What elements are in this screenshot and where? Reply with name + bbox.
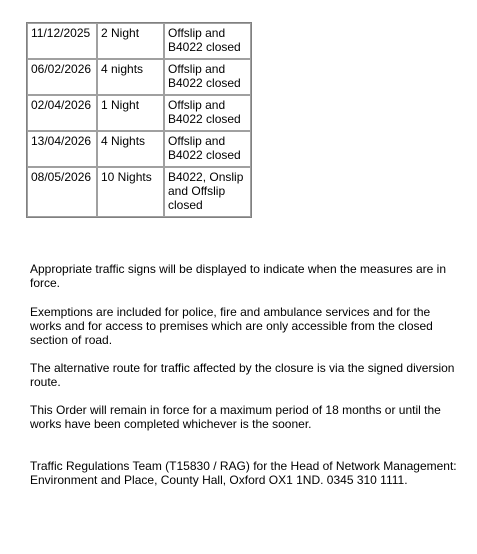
closure-detail: Offslip and B4022 closed <box>164 59 251 95</box>
table-row <box>27 95 251 131</box>
closure-date: 13/04/2026 <box>27 131 97 167</box>
closure-duration: 2 Night <box>97 23 164 59</box>
closure-duration: 4 Nights <box>97 131 164 167</box>
closure-duration: 10 Nights <box>97 167 164 217</box>
closure-duration: 1 Night <box>97 95 164 131</box>
table-row <box>27 167 251 217</box>
table-row <box>27 131 251 167</box>
closure-duration: 4 nights <box>97 59 164 95</box>
contact-paragraph: Traffic Regulations Team (T15830 / RAG) for the Head of Network Management: Environment and Place, County Hall, Oxford OX1 1ND. 0345 310 1111. <box>30 459 457 487</box>
table-row <box>27 23 251 59</box>
closure-detail: Offslip and B4022 closed <box>164 23 251 59</box>
exemptions-paragraph: Exemptions are included for police, fire and ambulance services and for the works and for access to premises which are only accessible from the closed section of road. <box>30 305 433 347</box>
closure-detail: Offslip and B4022 closed <box>164 131 251 167</box>
closure-schedule-table <box>26 22 252 218</box>
closure-detail: B4022, Onslip and Offslip closed <box>164 167 251 217</box>
signs-paragraph: Appropriate traffic signs will be displayed to indicate when the measures are in force. <box>30 262 447 290</box>
table-row <box>27 59 251 95</box>
closure-date: 02/04/2026 <box>27 95 97 131</box>
closure-date: 11/12/2025 <box>27 23 97 59</box>
closure-date: 08/05/2026 <box>27 167 97 217</box>
closure-date: 06/02/2026 <box>27 59 97 95</box>
order-duration-paragraph: This Order will remain in force for a maximum period of 18 months or until the works have been completed whichever is the sooner. <box>30 403 441 431</box>
closure-detail: Offslip and B4022 closed <box>164 95 251 131</box>
alternative-route-paragraph: The alternative route for traffic affected by the closure is via the signed diversion route. <box>30 361 455 389</box>
